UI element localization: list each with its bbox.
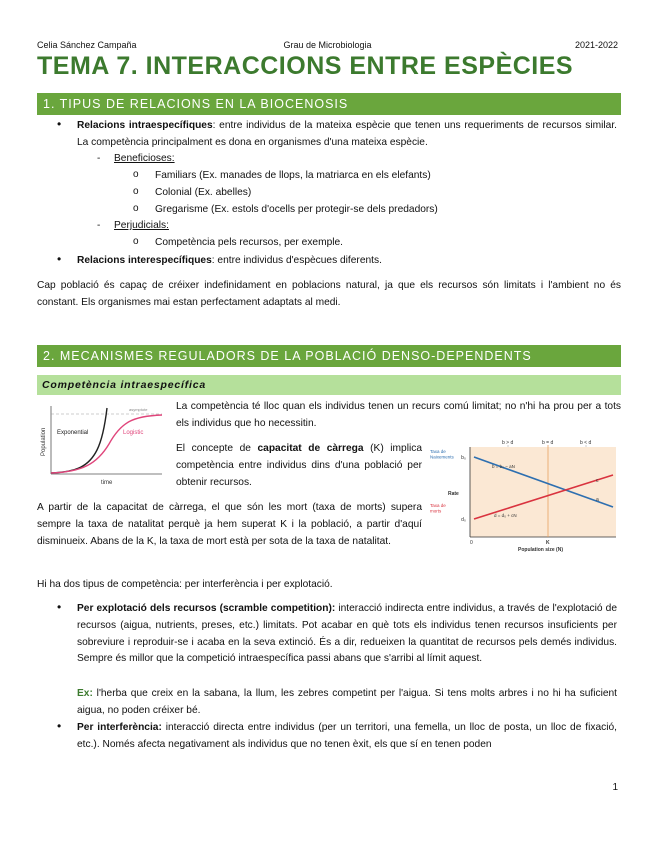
exploitation-paragraph (77, 601, 617, 668)
circle-bullet-icon: o (133, 169, 139, 180)
exponential-label: Exponential (57, 430, 89, 436)
interference-paragraph (77, 720, 617, 754)
slope-c-label: c (596, 478, 599, 484)
bullet-icon: • (57, 600, 62, 614)
logistic-label: Logistic (123, 430, 144, 436)
competition-types-paragraph: Hi ha dos tipus de competència: per interferència i per explotació. (37, 579, 333, 590)
origin-label: 0 (470, 540, 473, 546)
intra-text: : entre individus de la mateixa espècie que tenen uns requeriments de recursos similar. La competència principalment es dona en organismes d'una mateixa espècie. (77, 120, 617, 148)
circle-bullet-icon: o (133, 203, 139, 214)
plot-background (470, 447, 616, 537)
harmful-label (114, 218, 169, 235)
example-paragraph (77, 686, 617, 720)
death-rate-label: Taxa de morts (430, 503, 446, 514)
example-label: Ex: (77, 688, 93, 699)
slope-a-label: a (596, 497, 599, 503)
competition-paragraph: La competència té lloc quan els individus tenen un recurs comú limitat; no n'hi ha prou per a tots els individus que ho necessitin. (176, 401, 621, 429)
inter-paragraph (77, 253, 382, 270)
beneficial-label-text: Beneficioses: (114, 153, 175, 164)
y-axis-label: Rate (448, 491, 459, 497)
list-item: Familiars (Ex. manades de llops, la matriarca en els elefants) (155, 170, 431, 181)
example-text: l'herba que creix en la sabana, la llum, les zebres competint per l'aigua. Si tens molts arbres i no hi ha suficient aigua, no poden créixer bé. (77, 688, 617, 716)
population-growth-figure (37, 400, 167, 490)
death-equation: d = d₀ + cN (494, 513, 517, 518)
dash-icon: - (97, 220, 101, 231)
asymptote-label: asymptote (129, 407, 148, 412)
section-heading-2: 2. MECANISMES REGULADORS DE LA POBLACIÓ DENSO-DEPENDENTS (37, 345, 621, 367)
mortality-paragraph: A partir de la capacitat de càrrega, el que són les mort (taxa de morts) supera sempre la taxa de natalitat perquè ja hem superat K i la població, a partir d'aquí disminueix. Abans de la K, la taxa de mort està per sota de la taxa de natalitat. (37, 502, 422, 547)
top-label: b > d (502, 440, 514, 446)
intra-paragraph (77, 118, 617, 152)
course: Grau de Microbiologia (283, 40, 372, 50)
bullet-icon: • (57, 719, 62, 733)
intra-term: Relacions intraespecífiques (77, 120, 213, 131)
harmful-label-text: Perjudicials: (114, 220, 169, 231)
inter-term: Relacions interespecífiques (77, 255, 212, 266)
list-item: Gregarisme (Ex. estols d'ocells per protegir-se dels predadors) (155, 204, 438, 215)
author: Celia Sánchez Campaña (37, 40, 137, 50)
birth-equation: b = b₀ − aN (492, 464, 515, 469)
beneficial-label (114, 151, 175, 168)
circle-bullet-icon: o (133, 186, 139, 197)
x-axis-label: time (101, 480, 113, 486)
year: 2021-2022 (574, 40, 618, 50)
list-item: Colonial (Ex. abelles) (155, 187, 252, 198)
page-title: TEMA 7. INTERACCIONS ENTRE ESPÈCIES (37, 52, 574, 80)
cc-term: capacitat de càrrega (257, 443, 364, 454)
bullet-icon: • (57, 252, 62, 266)
interference-term: Per interferència: (77, 722, 162, 733)
page-header (37, 40, 618, 52)
carrying-capacity-paragraph (176, 441, 422, 491)
birth-rate-label: Taxa de Naixements (430, 449, 454, 460)
b0-label: b₀ (461, 455, 466, 461)
dash-icon: - (97, 153, 101, 164)
page-number: 1 (612, 782, 618, 793)
exploitation-term: Per explotació dels recursos (scramble competition): (77, 603, 336, 614)
interference-text: interacció directa entre individus (per un territori, una femella, un lloc de posta, un lloc de fixació, etc.). Només afecta negativament als individus que no tenen èxit, els que sí en tenen poden (77, 722, 617, 750)
list-item: Competència pels recursos, per exemple. (155, 237, 343, 248)
cc-text-b: (K) implica competència entre individus dins d'una població per obtenir recursos. (176, 443, 422, 488)
bullet-icon: • (57, 117, 62, 131)
k-label: K (546, 540, 550, 546)
d0-label: d₀ (461, 517, 466, 523)
section-heading-1: 1. TIPUS DE RELACIONS EN LA BIOCENOSIS (37, 93, 621, 115)
top-label: b < d (580, 440, 592, 446)
cc-text-a: El concepte de (176, 443, 258, 454)
exploitation-text: interacció indirecta entre individus, a través de l'explotació de recursos (aigua, nutrients, preses, etc.) limitats. Pot acabar en què tots els individus tenen recursos insuficients per sobreviure i reproduir-se i acaba en la seva extinció. És a dir, redueixen la quantitat de recursos pels demés individus. Sempre és millor que la competició intraespecífica passi abans que s'arribi al límit aquest. (77, 603, 617, 665)
top-label: b = d (542, 440, 554, 446)
inter-text: : entre individus d'espècues diferents. (211, 255, 382, 266)
birth-death-rate-figure (428, 437, 620, 557)
intro-paragraph: Cap població és capaç de créixer indefinidament en poblacions natural, ja que els recursos són limitats i l'ambient no és constant. Els organismes mai estan perfectament adaptats al medi. (37, 280, 621, 308)
circle-bullet-icon: o (133, 236, 139, 247)
subsection-heading: Competència intraespecífica (37, 375, 621, 395)
y-axis-label: Population (41, 427, 47, 456)
x-axis-label: Population size (N) (518, 547, 563, 553)
